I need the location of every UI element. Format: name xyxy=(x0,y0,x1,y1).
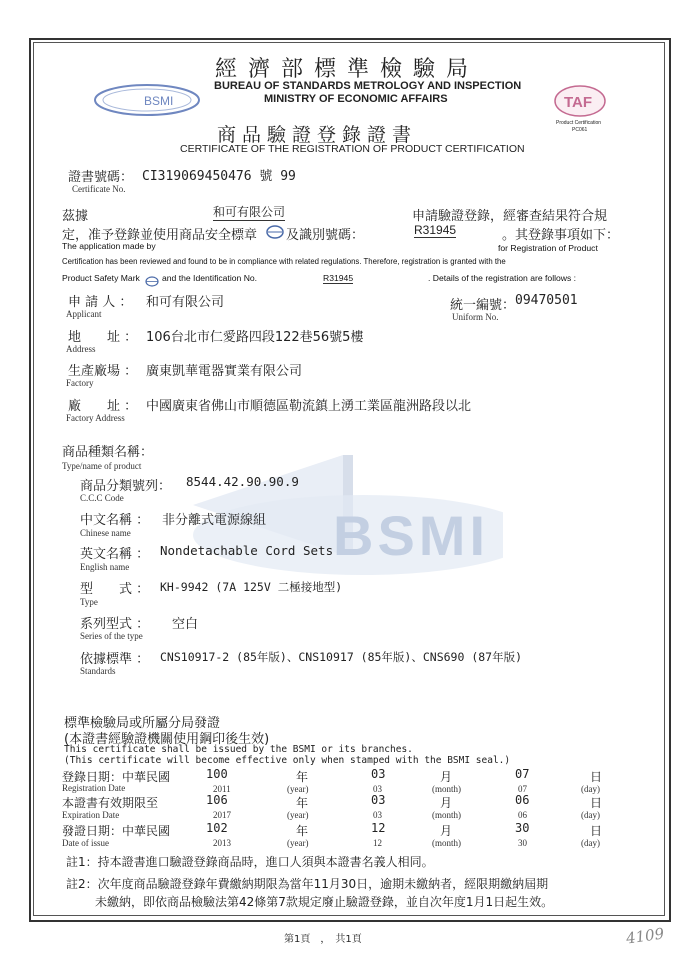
series-label-en: Series of the type xyxy=(80,631,143,641)
intro-en-3b: and the Identification No. xyxy=(162,273,258,283)
ccc-code-label-en: C.C.C Code xyxy=(80,493,124,503)
svg-text:BSMI: BSMI xyxy=(144,94,174,108)
registration-day-en: 07 xyxy=(518,784,527,794)
issue-date-month: 12 xyxy=(371,821,386,835)
issue-month-unit: 月 xyxy=(440,824,453,838)
issue-day-unit-en: (day) xyxy=(581,838,600,848)
registration-date-month: 03 xyxy=(371,767,386,781)
agency-name-zh: 經 濟 部 標 準 檢 驗 局 xyxy=(215,57,470,82)
note-1: 註1：持本證書進口驗證登錄商品時，進口人須與本證書名義人相同。 xyxy=(66,855,434,869)
issue-date-year: 102 xyxy=(206,821,228,835)
cert-no-label-en: Certificate No. xyxy=(72,184,126,194)
issuance-zh-2: (本證書經驗證機關使用鋼印後生效) xyxy=(64,732,270,747)
issue-year-unit: 年 xyxy=(296,824,309,838)
series-value: 空白 xyxy=(172,617,199,632)
expiration-year-unit: 年 xyxy=(296,796,309,810)
intro-en-3c: . Details of the registration are follows : xyxy=(428,273,577,283)
ccc-code-label: 商品分類號列： xyxy=(80,479,172,494)
expiration-date-label: 本證書有效期限至 xyxy=(62,796,159,810)
issue-month-unit-en: (month) xyxy=(432,838,461,848)
english-name-label: 英文名稱 ： xyxy=(80,547,150,562)
note-2a: 註2：次年度商品驗證登錄年費繳納期限為當年11月30日，逾期未繳納者，經限期繳納屆期 xyxy=(66,877,549,891)
expiration-year-unit-en: (year) xyxy=(287,810,309,820)
factory-address-label: 廠 址 ： xyxy=(68,399,138,414)
factory-value: 廣東凱華電器實業有限公司 xyxy=(146,364,303,379)
registration-month-unit: 月 xyxy=(440,770,453,784)
intro-line1-a: 茲據 xyxy=(62,209,89,224)
issue-year-ad: 2013 xyxy=(213,838,231,848)
issue-month-en: 12 xyxy=(373,838,382,848)
watermark-text: BSMI xyxy=(333,504,489,567)
expiration-month-unit: 月 xyxy=(440,796,453,810)
registration-month-en: 03 xyxy=(373,784,382,794)
uniform-no-value: 09470501 xyxy=(515,293,578,308)
cert-no-label: 證書號碼： xyxy=(68,170,134,185)
english-name-value: Nondetachable Cord Sets xyxy=(160,543,334,558)
expiration-day-en: 06 xyxy=(518,810,527,820)
note-2b: 未繳納，即依商品檢驗法第42條第7款規定廢止驗證登錄，並自次年度1月1日起生效。 xyxy=(95,895,554,909)
product-heading-en: Type/name of product xyxy=(62,461,142,471)
intro-id-no: R31945 xyxy=(414,223,457,237)
chinese-name-label-en: Chinese name xyxy=(80,528,131,538)
factory-label-en: Factory xyxy=(66,378,94,388)
registration-year-unit-en: (year) xyxy=(287,784,309,794)
product-heading: 商品種類名稱： xyxy=(62,445,154,460)
registration-year-ad: 2011 xyxy=(213,784,231,794)
issuance-zh-1: 標準檢驗局或所屬分局發證 xyxy=(64,716,221,731)
registration-day-unit-en: (day) xyxy=(581,784,600,794)
expiration-month-en: 03 xyxy=(373,810,382,820)
safety-mark-icon-small xyxy=(145,272,159,283)
certificate-title-zh: 商品驗證登錄證書 xyxy=(217,124,418,146)
registration-month-unit-en: (month) xyxy=(432,784,461,794)
registration-date-year: 100 xyxy=(206,767,228,781)
bsmi-logo xyxy=(92,82,202,118)
uniform-no-label-en: Uniform No. xyxy=(452,312,499,322)
chinese-name-label: 中文名稱 ： xyxy=(80,513,150,528)
expiration-date-day: 06 xyxy=(515,793,530,807)
expiration-date-month: 03 xyxy=(371,793,386,807)
ccc-code-value: 8544.42.90.90.9 xyxy=(186,474,299,489)
address-label: 地 址 ： xyxy=(68,330,138,345)
factory-address-value: 中國廣東省佛山市順德區勒流鎮上湧工業區龍洲路段以北 xyxy=(146,399,472,414)
applicant-value: 和可有限公司 xyxy=(146,295,225,310)
issue-year-unit-en: (year) xyxy=(287,838,309,848)
issue-date-label: 發證日期：中華民國 xyxy=(62,824,171,838)
page-indicator: 第1頁 ， 共1頁 xyxy=(284,934,362,945)
taf-caption-1: Product Certification xyxy=(556,120,602,126)
intro-line2-a: 定，准予登錄並使用商品安全標章 xyxy=(62,228,258,243)
issuance-en-2: (This certificate will become effective only when stamped with the BSMI seal.) xyxy=(64,755,511,766)
standards-label-en: Standards xyxy=(80,666,116,676)
address-value: 106台北市仁愛路四段122巷56號5樓 xyxy=(146,330,364,345)
registration-date-label: 登錄日期：中華民國 xyxy=(62,770,171,784)
registration-date-day: 07 xyxy=(515,767,530,781)
uniform-no-label: 統一編號： xyxy=(450,298,516,313)
english-name-label-en: English name xyxy=(80,562,130,572)
registration-date-label-en: Registration Date xyxy=(62,783,126,793)
intro-en-2: Certification has been reviewed and found to be in compliance with related regulations. Therefore, registration is granted with the xyxy=(62,257,506,266)
applicant-label: 申 請 人 ： xyxy=(68,295,133,310)
chinese-name-value: 非分離式電源線組 xyxy=(162,513,267,528)
registration-day-unit: 日 xyxy=(590,770,603,784)
address-label-en: Address xyxy=(66,344,96,354)
series-label: 系列型式 ： xyxy=(80,617,150,632)
type-label-en: Type xyxy=(80,597,98,607)
taf-caption-2: PC061 xyxy=(572,127,588,133)
expiration-date-label-en: Expiration Date xyxy=(62,810,120,820)
intro-line1-b: 申請驗證登錄，經審查結果符合規 xyxy=(412,209,608,224)
intro-en-3a: Product Safety Mark xyxy=(62,273,140,283)
safety-mark-icon xyxy=(266,224,284,238)
intro-en-3-id: R31945 xyxy=(323,273,354,283)
factory-label: 生產廠場 ： xyxy=(68,364,138,379)
registration-year-unit: 年 xyxy=(296,770,309,784)
handwritten-mark: 4109 xyxy=(624,924,666,948)
expiration-year-ad: 2017 xyxy=(213,810,231,820)
expiration-day-unit: 日 xyxy=(590,796,603,810)
issue-date-day: 30 xyxy=(515,821,530,835)
intro-en-1a: The application made by xyxy=(62,241,156,251)
type-value: KH-9942 (7A 125V 二極接地型) xyxy=(160,580,343,594)
expiration-date-year: 106 xyxy=(206,793,228,807)
standards-label: 依據標準 ： xyxy=(80,652,150,667)
taf-logo xyxy=(553,84,607,118)
expiration-day-unit-en: (day) xyxy=(581,810,600,820)
issue-day-unit: 日 xyxy=(590,824,603,838)
issuance-en-1: This certificate shall be issued by the BSMI or its branches. xyxy=(64,744,413,755)
agency-name-en-1: BUREAU OF STANDARDS METROLOGY AND INSPECTION xyxy=(214,80,522,92)
issue-day-en: 30 xyxy=(518,838,527,848)
svg-text:TAF: TAF xyxy=(564,94,593,111)
certificate-title-en: CERTIFICATE OF THE REGISTRATION OF PRODUCT CERTIFICATION xyxy=(180,143,525,155)
intro-en-1b: for Registration of Product xyxy=(498,243,598,253)
intro-line2-c: 。其登錄事項如下： xyxy=(502,228,620,243)
agency-name-en-2: MINISTRY OF ECONOMIC AFFAIRS xyxy=(264,93,448,105)
issue-date-label-en: Date of issue xyxy=(62,838,109,848)
type-label: 型 式 ： xyxy=(80,582,150,597)
intro-applicant-name: 和可有限公司 xyxy=(213,205,286,219)
factory-address-label-en: Factory Address xyxy=(66,413,125,423)
standards-value: CNS10917-2 (85年版)、CNS10917 (85年版)、CNS690 (87年版) xyxy=(160,650,523,664)
cert-no-value: CI319069450476 號 99 xyxy=(142,169,296,184)
expiration-month-unit-en: (month) xyxy=(432,810,461,820)
applicant-label-en: Applicant xyxy=(66,309,102,319)
intro-line2-b: 及識別號碼： xyxy=(286,228,365,243)
